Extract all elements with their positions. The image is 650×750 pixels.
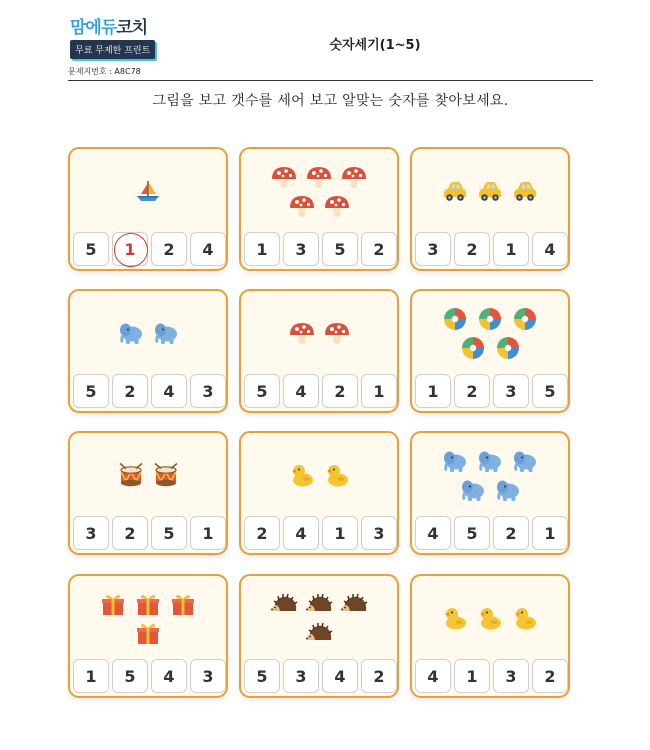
answer-options <box>244 232 397 266</box>
answer-number: 3 <box>505 381 517 401</box>
answer-option[interactable] <box>532 232 568 266</box>
answer-option[interactable] <box>454 659 490 693</box>
answer-option[interactable] <box>322 516 358 550</box>
answer-options <box>415 374 568 408</box>
answer-number: 4 <box>334 666 346 686</box>
answer-number: 3 <box>202 666 214 686</box>
answer-options <box>73 374 226 408</box>
answer-number: 2 <box>544 666 556 686</box>
answer-options <box>73 659 226 693</box>
picture-group <box>412 291 568 375</box>
answer-number: 4 <box>427 523 439 543</box>
answer-number: 1 <box>505 239 517 259</box>
logo-accent-text: 코치 <box>116 18 148 38</box>
answer-number: 5 <box>256 666 268 686</box>
count-card <box>239 147 399 271</box>
answer-number: 2 <box>256 523 268 543</box>
answer-option[interactable] <box>454 232 490 266</box>
answer-option[interactable] <box>190 232 226 266</box>
picture-row <box>134 620 162 646</box>
logo <box>70 18 166 59</box>
answer-option[interactable] <box>112 659 148 693</box>
picture-row <box>288 462 351 488</box>
answer-number: 3 <box>295 666 307 686</box>
elephant-icon <box>459 477 487 503</box>
count-card <box>410 147 570 271</box>
picture-group <box>241 576 397 660</box>
picture-group <box>412 433 568 517</box>
sailboat-icon <box>134 178 162 204</box>
answer-number: 4 <box>163 381 175 401</box>
answer-option[interactable] <box>244 374 280 408</box>
answer-option[interactable] <box>322 659 358 693</box>
answer-number: 2 <box>466 239 478 259</box>
picture-row <box>441 605 539 631</box>
answer-option[interactable] <box>283 374 319 408</box>
answer-option[interactable] <box>361 516 397 550</box>
gift-icon <box>169 591 197 617</box>
picture-row <box>270 164 368 190</box>
count-card <box>410 289 570 413</box>
duck-icon <box>511 605 539 631</box>
picture-row <box>459 335 522 361</box>
answer-option[interactable] <box>415 232 451 266</box>
beach-ball-icon <box>511 306 539 332</box>
picture-group <box>70 291 226 375</box>
drum-icon <box>117 462 145 488</box>
answer-number: 4 <box>544 239 556 259</box>
answer-number: 2 <box>505 523 517 543</box>
picture-row <box>459 477 522 503</box>
picture-row <box>288 193 351 219</box>
picture-row <box>99 591 197 617</box>
hedgehog-icon <box>305 620 333 646</box>
answer-option[interactable] <box>190 659 226 693</box>
elephant-icon <box>494 477 522 503</box>
answer-number: 1 <box>202 523 214 543</box>
answer-option[interactable] <box>283 516 319 550</box>
mushroom-icon <box>323 320 351 346</box>
duck-icon <box>441 605 469 631</box>
answer-option[interactable] <box>532 516 568 550</box>
answer-option[interactable] <box>493 374 529 408</box>
count-card <box>410 574 570 698</box>
picture-group <box>70 433 226 517</box>
answer-option[interactable] <box>283 659 319 693</box>
answer-option[interactable] <box>283 232 319 266</box>
duck-icon <box>476 605 504 631</box>
count-card <box>68 431 228 555</box>
picture-row <box>441 448 539 474</box>
answer-option[interactable] <box>415 374 451 408</box>
answer-option[interactable] <box>361 232 397 266</box>
answer-number: 2 <box>466 381 478 401</box>
car-icon <box>511 178 539 204</box>
picture-row <box>270 591 368 617</box>
answer-number: 3 <box>427 239 439 259</box>
count-card <box>68 147 228 271</box>
answer-option[interactable] <box>454 374 490 408</box>
answer-options <box>415 516 568 550</box>
beach-ball-icon <box>441 306 469 332</box>
mushroom-icon <box>270 164 298 190</box>
answer-number: 1 <box>256 239 268 259</box>
picture-row <box>134 178 162 204</box>
answer-option[interactable] <box>244 516 280 550</box>
elephant-icon <box>117 320 145 346</box>
answer-option[interactable] <box>151 516 187 550</box>
answer-number: 2 <box>334 381 346 401</box>
answer-option[interactable] <box>151 659 187 693</box>
count-card <box>410 431 570 555</box>
count-card <box>68 574 228 698</box>
answer-option[interactable] <box>73 659 109 693</box>
answer-number: 1 <box>124 239 136 259</box>
answer-number: 1 <box>544 523 556 543</box>
count-card <box>239 289 399 413</box>
answer-number: 4 <box>202 239 214 259</box>
picture-group <box>241 433 397 517</box>
picture-group <box>241 291 397 375</box>
gift-icon <box>134 620 162 646</box>
answer-option[interactable] <box>73 516 109 550</box>
answer-number: 4 <box>163 666 175 686</box>
answer-number: 2 <box>163 239 175 259</box>
answer-option[interactable] <box>415 659 451 693</box>
answer-option[interactable] <box>361 659 397 693</box>
mushroom-icon <box>288 193 316 219</box>
logo-badge: 무료 무제한 프린트 <box>70 40 155 59</box>
mushroom-icon <box>288 320 316 346</box>
answer-option[interactable] <box>454 516 490 550</box>
answer-option[interactable] <box>112 374 148 408</box>
hedgehog-icon <box>305 591 333 617</box>
answer-option[interactable] <box>322 374 358 408</box>
answer-number: 3 <box>202 381 214 401</box>
answer-option[interactable] <box>532 374 568 408</box>
answer-options <box>73 516 226 550</box>
answer-number: 2 <box>124 381 136 401</box>
beach-ball-icon <box>459 335 487 361</box>
answer-number: 1 <box>334 523 346 543</box>
answer-number: 5 <box>124 666 136 686</box>
answer-options <box>73 232 226 266</box>
picture-row <box>441 306 539 332</box>
answer-option-selected[interactable] <box>112 232 148 266</box>
answer-number: 5 <box>85 381 97 401</box>
answer-option[interactable] <box>322 232 358 266</box>
elephant-icon <box>441 448 469 474</box>
page-title: 숫자세기(1~5) <box>329 38 421 53</box>
answer-number: 5 <box>334 239 346 259</box>
header-divider <box>68 80 593 81</box>
answer-number: 1 <box>373 381 385 401</box>
answer-option[interactable] <box>361 374 397 408</box>
picture-group <box>241 149 397 233</box>
drum-icon <box>152 462 180 488</box>
count-card <box>239 431 399 555</box>
answer-number: 2 <box>373 666 385 686</box>
answer-option[interactable] <box>151 374 187 408</box>
picture-group <box>70 576 226 660</box>
answer-number: 2 <box>373 239 385 259</box>
answer-number: 4 <box>427 666 439 686</box>
mushroom-icon <box>305 164 333 190</box>
answer-number: 5 <box>466 523 478 543</box>
answer-option[interactable] <box>532 659 568 693</box>
answer-option[interactable] <box>493 232 529 266</box>
picture-row <box>441 178 539 204</box>
gift-icon <box>99 591 127 617</box>
answer-number: 5 <box>544 381 556 401</box>
count-card <box>239 574 399 698</box>
picture-row <box>288 320 351 346</box>
beach-ball-icon <box>476 306 504 332</box>
beach-ball-icon <box>494 335 522 361</box>
answer-option[interactable] <box>244 232 280 266</box>
gift-icon <box>134 591 162 617</box>
answer-option[interactable] <box>493 659 529 693</box>
answer-options <box>244 516 397 550</box>
answer-number: 5 <box>163 523 175 543</box>
duck-icon <box>288 462 316 488</box>
answer-option[interactable] <box>190 516 226 550</box>
elephant-icon <box>152 320 180 346</box>
hedgehog-icon <box>270 591 298 617</box>
answer-option[interactable] <box>73 232 109 266</box>
answer-number: 1 <box>427 381 439 401</box>
answer-options <box>415 232 568 266</box>
picture-row <box>305 620 333 646</box>
elephant-icon <box>511 448 539 474</box>
picture-group <box>70 149 226 233</box>
picture-row <box>117 320 180 346</box>
answer-number: 1 <box>466 666 478 686</box>
answer-options <box>415 659 568 693</box>
answer-number: 2 <box>124 523 136 543</box>
answer-options <box>244 659 397 693</box>
mushroom-icon <box>340 164 368 190</box>
answer-number: 5 <box>256 381 268 401</box>
worksheet-code: 문제지번호 : A8C78 <box>68 67 141 76</box>
duck-icon <box>323 462 351 488</box>
answer-number: 3 <box>85 523 97 543</box>
answer-number: 4 <box>295 523 307 543</box>
hedgehog-icon <box>340 591 368 617</box>
answer-option[interactable] <box>493 516 529 550</box>
answer-option[interactable] <box>112 516 148 550</box>
count-card <box>68 289 228 413</box>
answer-number: 3 <box>295 239 307 259</box>
answer-number: 4 <box>295 381 307 401</box>
answer-number: 1 <box>85 666 97 686</box>
answer-options <box>244 374 397 408</box>
logo-wordmark <box>70 18 166 38</box>
mushroom-icon <box>323 193 351 219</box>
answer-option[interactable] <box>415 516 451 550</box>
answer-number: 3 <box>505 666 517 686</box>
elephant-icon <box>476 448 504 474</box>
answer-option[interactable] <box>190 374 226 408</box>
picture-group <box>412 576 568 660</box>
answer-option[interactable] <box>73 374 109 408</box>
instruction-text: 그림을 보고 갯수를 세어 보고 알맞는 숫자를 찾아보세요. <box>152 93 509 109</box>
answer-option[interactable] <box>151 232 187 266</box>
car-icon <box>441 178 469 204</box>
logo-main-text: 맘에듀 <box>70 18 117 38</box>
picture-row <box>117 462 180 488</box>
answer-option[interactable] <box>244 659 280 693</box>
car-icon <box>476 178 504 204</box>
picture-group <box>412 149 568 233</box>
answer-number: 3 <box>373 523 385 543</box>
answer-number: 5 <box>85 239 97 259</box>
